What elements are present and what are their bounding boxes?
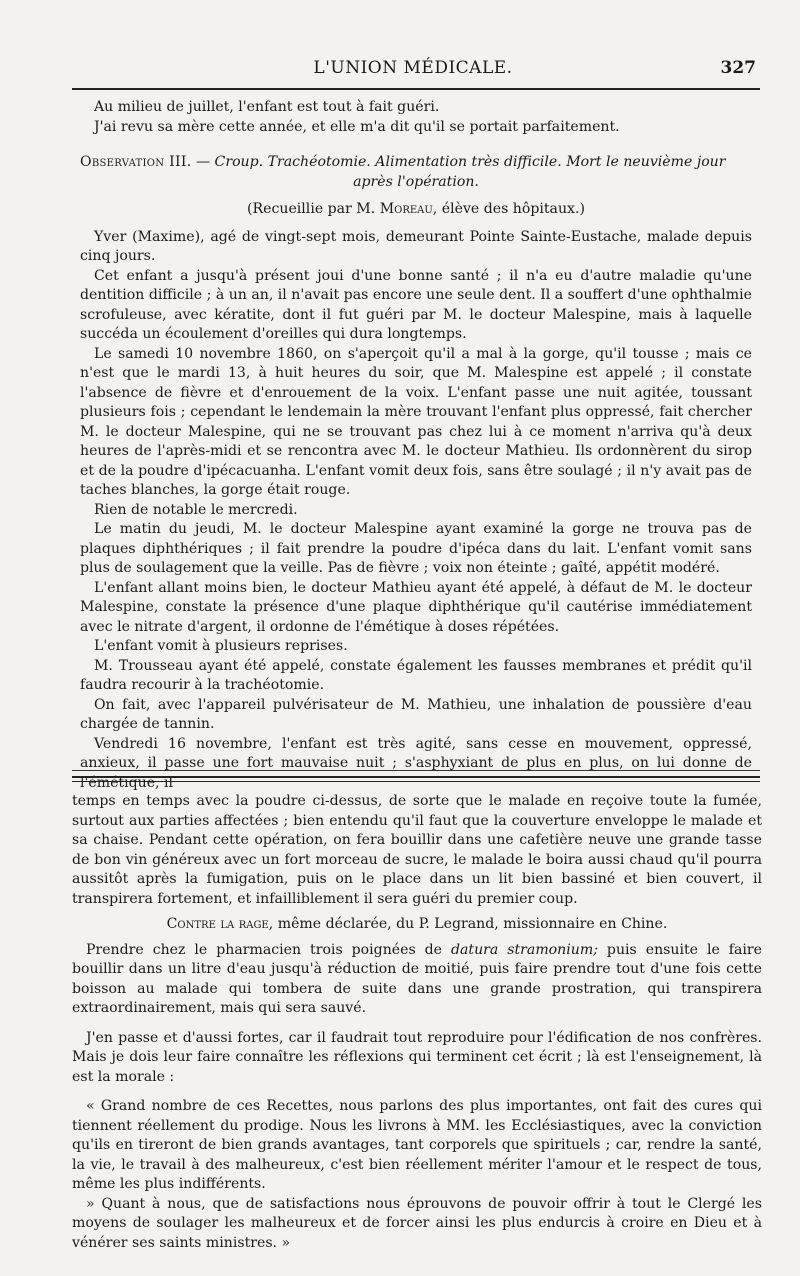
case-paragraph: Le samedi 10 novembre 1860, on s'aperçoit qu'il a mal à la gorge, qu'il tousse ; mais ce n'est que le mardi 13, à huit heures du soir, que M. Malespine est appelé ; il constate l'absence de fièvre et d'enrouement de la voix. L'enfant passe une nuit agitée, toussant plusieurs fois ; cependant le lendemain la mère trouvant l'enfant plus oppressé, fait chercher M. le docteur Malespine, qui ne se trouvant pas chez lui à ce moment n'arriva qu'à deux heures de l'après-midi et se rencontra avec M. le docteur Mathieu. Ils ordonnèrent du sirop et de la poudre d'ipécacuanha. L'enfant vomit deux fois, sans être soulagé ; il n'y avait pas de taches blanches, la gorge était rouge.	[80, 345, 752, 498]
observation-dash: —	[191, 154, 215, 170]
lower-column	[72, 792, 762, 1253]
rage-text-before: Prendre chez le pharmacien trois poignées de	[86, 941, 451, 958]
collected-by-suffix: , élève des hôpitaux.)	[432, 201, 585, 217]
intro-line: Au milieu de juillet, l'enfant est tout à fait guéri.	[94, 99, 440, 115]
observation-heading	[80, 153, 752, 220]
case-paragraph: On fait, avec l'appareil pulvérisateur de M. Mathieu, une inhalation de poussière d'eau chargée de tannin.	[80, 696, 752, 732]
observation-title-line	[80, 153, 752, 173]
intro-line: J'ai revu sa mère cette année, et elle m'a dit qu'il se portait parfaitement.	[94, 118, 620, 135]
observation-subtitle: après l'opération.	[353, 173, 479, 190]
case-paragraph: Cet enfant a jusqu'à présent joui d'une bonne santé ; il n'a eu d'autre maladie qu'une dentition difficile ; à un an, il n'avait pas encore une seule dent. Il a souffert d'une ophthalmie scrofuleuse, avec kératite, dont il fut guéri par M. le docteur Malespine, mais à laquelle succéda un écoulement d'oreilles qui dura longtemps.	[80, 267, 752, 342]
case-paragraph: L'enfant allant moins bien, le docteur Mathieu ayant été appelé, à défaut de M. le docteur Malespine, constate la présence d'une plaque diphthérique qu'il cautérise immédiatement avec le nitrate d'argent, il ordonne de l'émétique à doses répétées.	[80, 579, 752, 635]
section-rule-thin	[72, 770, 760, 771]
collected-by-name: Moreau	[379, 201, 433, 217]
commentary-paragraph: J'en passe et d'aussi fortes, car il faudrait tout reproduire pour l'édification de nos confrères. Mais je dois leur faire connaître les réflexions qui terminent cet écrit ; là est l'enseignement, là est la morale :	[72, 1029, 762, 1085]
page-header	[70, 58, 756, 86]
remedy-paragraph: temps en temps avec la poudre ci-dessus, de sorte que le malade en reçoive toute la fumée, surtout aux parties affectées ; bien entendu qu'il faut que la couverture enveloppe le malade et sa chaise. Pendant cette opération, on fera bouillir dans une cafetière neuve une grande tasse de bon vin généreux avec un fort morceau de sucre, le malade le boira aussi chaud qu'il pourra aussitôt après la fumigation, puis on le place dans un lit bien bassiné et bien couvert, il transpirera fortement, et infailliblement il sera guéri du premier coup.	[72, 793, 762, 907]
case-paragraph: L'enfant vomit à plusieurs reprises.	[94, 638, 348, 654]
rage-heading-rest: même déclarée, du P. Legrand, missionnaire en Chine.	[273, 916, 668, 932]
section-rule-double	[72, 776, 760, 782]
running-title: L'UNION MÉDICALE.	[313, 58, 513, 78]
header-rule	[72, 88, 760, 90]
case-paragraph: M. Trousseau ayant été appelé, constate également les fausses membranes et prédit qu'il faudra recourir à la trachéotomie.	[80, 657, 752, 693]
rage-paragraph	[72, 941, 762, 1019]
observation-title: Croup. Trachéotomie. Alimentation très difficile. Mort le neuvième jour	[214, 154, 726, 170]
case-paragraph: Le matin du jeudi, M. le docteur Malespine ayant examiné la gorge ne trouva pas de plaques diphthériques ; il fait prendre la poudre d'ipéca dans du lait. L'enfant vomit sans plus de soulagement que la veille. Pas de fièvre ; voix non éteinte ; gaîté, appétit modéré.	[80, 521, 752, 576]
case-paragraph: Vendredi 16 novembre, l'enfant est très agité, sans cesse en mouvement, oppressé, anxieux, il passe une fort mauvaise nuit ; s'asphyxiant de plus en plus, on lui donne de l'émétique, il	[80, 735, 752, 791]
case-paragraph: Rien de notable le mercredi.	[94, 501, 298, 518]
rage-text-after: puis ensuite le faire bouillir dans un litre d'eau jusqu'à réduction de moitié, puis faire prendre tout d'une fois cette boisson au malade qui tombera de suite dans une grande prostration, qui transpirera extraordinairement, mais qui sera sauvé.	[72, 941, 762, 1016]
collected-by-prefix: (Recueillie par M.	[247, 201, 380, 217]
observation-label: Observation III.	[80, 154, 192, 170]
case-paragraph: Yver (Maxime), agé de vingt-sept mois, demeurant Pointe Sainte-Eustache, malade depuis cinq jours.	[80, 228, 752, 264]
observation-collected-by	[80, 200, 752, 220]
page-number: 327	[720, 58, 756, 78]
rage-heading-caps: Contre la rage,	[166, 916, 274, 932]
quote-paragraph: » Quant à nous, que de satisfactions nous éprouvons de pouvoir offrir à tout le Clergé les moyens de soulager les malheureux et de forcer ainsi les plus endurcis à croire en Dieu et à vénérer ses saints ministres. »	[72, 1195, 762, 1251]
upper-column	[80, 98, 752, 793]
quote-paragraph: « Grand nombre de ces Recettes, nous parlons des plus importantes, ont fait des cures qui tiennent réellement du prodige. Nous les livrons à MM. les Ecclésiastiques, avec la conviction qu'ils en tireront de bien grands avantages, tant corporels que spirituels ; car, rendre la santé, la vie, le travail à des malheureux, c'est bien réellement mériter l'amour et le respect de tous, même les plus indifférents.	[72, 1098, 762, 1192]
rage-heading	[72, 915, 762, 935]
rage-text-italic: datura stramonium;	[451, 941, 598, 958]
